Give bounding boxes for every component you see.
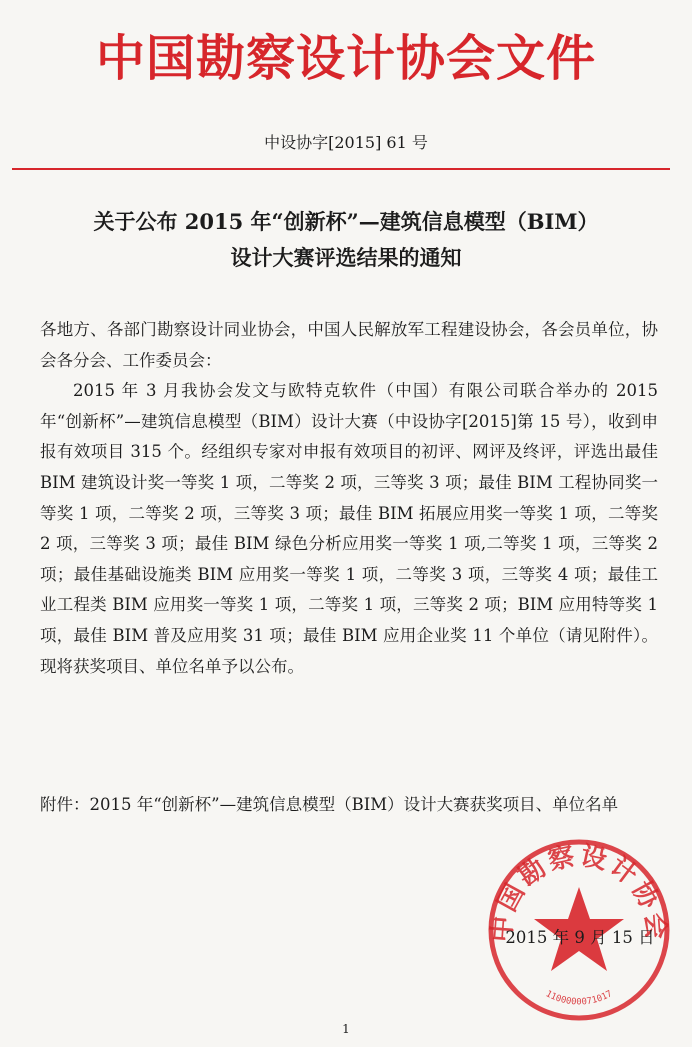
header-divider <box>12 168 670 170</box>
svg-text:1100000071017 <box>544 989 614 1007</box>
issue-date: 2015 年 9 月 15 日 <box>505 928 655 947</box>
seal-code: 1100000071017 <box>543 989 615 1008</box>
document-number: 中设协字[2015] 61 号 <box>264 133 428 152</box>
attachment-content: 2015 年“创新杯”—建筑信息模型（BIM）设计大赛获奖项目、单位名单 <box>89 795 619 814</box>
notice-title-line-1: 关于公布 2015 年“创新杯”—建筑信息模型（BIM） <box>93 209 599 234</box>
notice-body <box>40 315 658 682</box>
attachment-label: 附件： <box>40 795 90 814</box>
page-number: 1 <box>342 1022 350 1036</box>
attachment <box>40 790 658 821</box>
document-header-title: 中国勘察设计协会文件 <box>95 30 596 87</box>
salutation: 各地方、各部门勘察设计同业协会，中国人民解放军工程建设协会，各会员单位，协会各分会、工作委员会： <box>40 320 658 370</box>
notice-title <box>20 204 672 276</box>
body-paragraph: 2015 年 3 月我协会发文与欧特克软件（中国）有限公司联合举办的 2015 年“创新杯”—建筑信息模型（BIM）设计大赛（中设协字[2015]第 15 号），收到申报有效项目 315 个。经组织专家对申报有效项目的初评、网评及终评，评选出最佳 BIM 建筑设计奖一等奖 1 项，二等奖 2 项，三等奖 3 项；最佳 BIM 工程协同奖一等奖 1 项，二等奖 2 项，三等奖 3 项；最佳 BIM 拓展应用奖一等奖 1 项，二等奖 2 项，三等奖 3 项；最佳 BIM 绿色分析应用奖一等奖 1 项,二等奖 1 项，三等奖 2 项；最佳基础设施类 BIM 应用奖一等奖 1 项，二等奖 3 项，三等奖 4 项；最佳工业工程类 BIM 应用奖一等奖 1 项，二等奖 1 项，三等奖 2 项；BIM 应用特等奖 1 项，最佳 BIM 普及应用奖 31 项；最佳 BIM 应用企业奖 11 个单位（请见附件）。现将获奖项目、单位名单予以公布。 <box>40 381 658 676</box>
notice-title-line-2: 设计大赛评选结果的通知 <box>230 245 462 270</box>
seal-text: 中国勘察设计协会 <box>487 841 671 944</box>
